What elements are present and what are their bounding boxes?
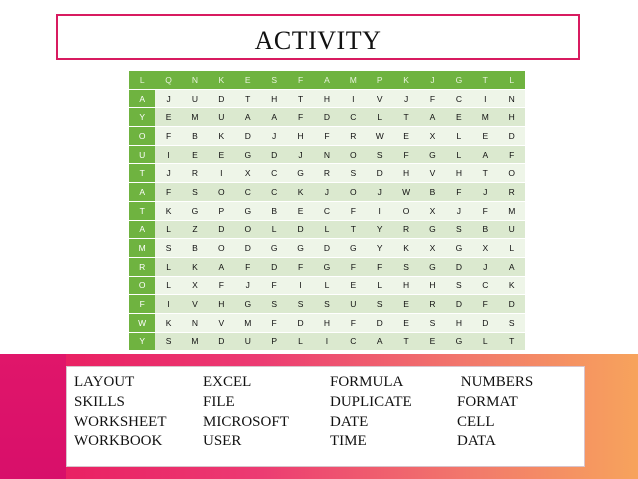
grid-cell: F xyxy=(340,201,366,220)
grid-cell: R xyxy=(182,164,208,183)
grid-cell: H xyxy=(287,127,313,146)
word-list-column-1 xyxy=(74,373,167,452)
grid-cell: F xyxy=(261,313,287,332)
grid-cell: R xyxy=(314,164,340,183)
grid-cell: J xyxy=(419,71,445,89)
grid-cell: U xyxy=(498,220,525,239)
grid-cell: C xyxy=(446,89,472,108)
grid-cell: I xyxy=(340,89,366,108)
grid-cell: L xyxy=(367,276,393,295)
grid-cell: I xyxy=(314,332,340,351)
grid-cell: L xyxy=(367,108,393,127)
grid-cell: D xyxy=(446,295,472,314)
grid-cell: F xyxy=(129,295,155,314)
grid-cell: Z xyxy=(182,220,208,239)
grid-cell: O xyxy=(208,239,234,258)
word-item: NUMBERS xyxy=(457,374,534,390)
word-list-column-4 xyxy=(457,373,533,452)
grid-cell: E xyxy=(287,201,313,220)
grid-cell: H xyxy=(498,108,525,127)
grid-cell: K xyxy=(208,71,234,89)
grid-cell: L xyxy=(261,220,287,239)
grid-cell: D xyxy=(314,108,340,127)
grid-cell: L xyxy=(129,71,155,89)
grid-cell: C xyxy=(314,201,340,220)
grid-cell: R xyxy=(393,220,419,239)
grid-cell: B xyxy=(419,183,445,202)
grid-cell: O xyxy=(129,276,155,295)
grid-cell: L xyxy=(287,332,313,351)
grid-cell: I xyxy=(367,201,393,220)
grid-cell: H xyxy=(208,295,234,314)
grid-cell: L xyxy=(446,127,472,146)
title-box xyxy=(56,14,580,60)
grid-cell: O xyxy=(235,220,261,239)
grid-cell: K xyxy=(498,276,525,295)
grid-cell: D xyxy=(446,257,472,276)
grid-cell: E xyxy=(235,71,261,89)
grid-cell: F xyxy=(472,295,498,314)
grid-cell: G xyxy=(235,201,261,220)
grid-cell: U xyxy=(235,332,261,351)
grid-cell: T xyxy=(393,108,419,127)
grid-cell: Y xyxy=(367,220,393,239)
grid-cell: G xyxy=(419,220,445,239)
grid-cell: C xyxy=(340,108,366,127)
grid-row xyxy=(129,220,525,239)
grid-cell: D xyxy=(208,332,234,351)
grid-cell: G xyxy=(419,257,445,276)
grid-cell: C xyxy=(472,276,498,295)
grid-cell: V xyxy=(182,295,208,314)
grid-row xyxy=(129,183,525,202)
grid-cell: M xyxy=(182,108,208,127)
grid-cell: A xyxy=(129,220,155,239)
grid-cell: V xyxy=(208,313,234,332)
word-item: DATA xyxy=(457,433,496,450)
grid-cell: A xyxy=(314,71,340,89)
grid-row xyxy=(129,145,525,164)
grid-cell: I xyxy=(472,89,498,108)
grid-cell: K xyxy=(155,313,181,332)
grid-cell: G xyxy=(287,164,313,183)
grid-cell: S xyxy=(367,295,393,314)
grid-cell: T xyxy=(287,89,313,108)
grid-cell: P xyxy=(367,71,393,89)
grid-cell: J xyxy=(472,183,498,202)
grid-cell: P xyxy=(261,332,287,351)
grid-cell: N xyxy=(498,89,525,108)
grid-cell: G xyxy=(261,239,287,258)
word-item: SKILLS xyxy=(74,393,125,410)
grid-cell: H xyxy=(314,313,340,332)
grid-cell: A xyxy=(498,257,525,276)
grid-cell: A xyxy=(472,145,498,164)
grid-cell: U xyxy=(208,108,234,127)
grid-cell: H xyxy=(419,276,445,295)
grid-cell: S xyxy=(261,295,287,314)
grid-cell: I xyxy=(155,145,181,164)
grid-cell: M xyxy=(129,239,155,258)
grid-cell: L xyxy=(155,276,181,295)
grid-cell: F xyxy=(155,127,181,146)
grid-cell: P xyxy=(208,201,234,220)
grid-cell: X xyxy=(419,239,445,258)
grid-cell: F xyxy=(393,145,419,164)
grid-cell: S xyxy=(155,239,181,258)
grid-cell: F xyxy=(446,183,472,202)
grid-cell: K xyxy=(287,183,313,202)
word-item: TIME xyxy=(330,433,367,450)
grid-row xyxy=(129,257,525,276)
grid-row xyxy=(129,164,525,183)
grid-cell: H xyxy=(314,89,340,108)
grid-cell: B xyxy=(472,220,498,239)
grid-cell: L xyxy=(155,220,181,239)
grid-cell: M xyxy=(340,71,366,89)
grid-cell: F xyxy=(498,145,525,164)
grid-cell: J xyxy=(367,183,393,202)
grid-cell: C xyxy=(261,164,287,183)
grid-cell: D xyxy=(287,313,313,332)
grid-cell: C xyxy=(235,183,261,202)
grid-cell: A xyxy=(129,89,155,108)
grid-cell: E xyxy=(472,127,498,146)
grid-cell: D xyxy=(472,313,498,332)
grid-cell: D xyxy=(498,295,525,314)
grid-cell: F xyxy=(314,127,340,146)
word-list-column-2 xyxy=(203,373,289,452)
grid-cell: E xyxy=(155,108,181,127)
word-list-column-3 xyxy=(330,373,412,452)
grid-cell: E xyxy=(208,145,234,164)
grid-cell: V xyxy=(367,89,393,108)
grid-cell: U xyxy=(182,89,208,108)
grid-cell: J xyxy=(446,201,472,220)
grid-cell: F xyxy=(472,201,498,220)
grid-cell: Y xyxy=(129,332,155,351)
grid-cell: S xyxy=(261,71,287,89)
grid-cell: I xyxy=(208,164,234,183)
grid-cell: O xyxy=(340,183,366,202)
word-item: FORMULA xyxy=(330,374,404,390)
grid-cell: U xyxy=(340,295,366,314)
grid-cell: S xyxy=(155,332,181,351)
grid-cell: S xyxy=(446,220,472,239)
grid-cell: A xyxy=(367,332,393,351)
grid-cell: F xyxy=(235,257,261,276)
grid-cell: F xyxy=(340,313,366,332)
grid-cell: A xyxy=(129,183,155,202)
grid-cell: C xyxy=(340,332,366,351)
band-left-accent xyxy=(0,354,66,479)
word-item: WORKBOOK xyxy=(74,433,163,450)
grid-cell: D xyxy=(367,313,393,332)
grid-cell: B xyxy=(261,201,287,220)
grid-cell: M xyxy=(235,313,261,332)
grid-cell: D xyxy=(208,89,234,108)
word-item: CELL xyxy=(457,413,495,430)
grid-row xyxy=(129,276,525,295)
grid-cell: K xyxy=(155,201,181,220)
grid-cell: I xyxy=(155,295,181,314)
grid-cell: K xyxy=(393,239,419,258)
grid-cell: D xyxy=(235,127,261,146)
grid-cell: F xyxy=(287,257,313,276)
grid-cell: B xyxy=(182,239,208,258)
page-title: ACTIVITY xyxy=(254,26,382,55)
grid-cell: C xyxy=(261,183,287,202)
grid-cell: D xyxy=(287,220,313,239)
grid-row xyxy=(129,201,525,220)
grid-cell: F xyxy=(261,276,287,295)
grid-row xyxy=(129,108,525,127)
grid-cell: A xyxy=(235,108,261,127)
grid-cell: E xyxy=(393,127,419,146)
grid-cell: F xyxy=(367,257,393,276)
grid-cell: L xyxy=(155,257,181,276)
grid-row xyxy=(129,332,525,351)
grid-cell: L xyxy=(472,332,498,351)
word-item: FILE xyxy=(203,393,235,410)
grid-cell: J xyxy=(472,257,498,276)
grid-row xyxy=(129,295,525,314)
grid-cell: A xyxy=(419,108,445,127)
grid-cell: O xyxy=(340,145,366,164)
grid-cell: T xyxy=(472,71,498,89)
grid-cell: W xyxy=(367,127,393,146)
grid-cell: G xyxy=(446,332,472,351)
grid-cell: S xyxy=(419,313,445,332)
grid-cell: N xyxy=(314,145,340,164)
grid-cell: E xyxy=(393,295,419,314)
grid-cell: X xyxy=(472,239,498,258)
grid-cell: S xyxy=(446,276,472,295)
grid-cell: J xyxy=(155,89,181,108)
grid-cell: T xyxy=(129,164,155,183)
word-search-grid xyxy=(129,71,525,351)
grid-cell: N xyxy=(182,313,208,332)
word-item: EXCEL xyxy=(203,374,252,390)
grid-cell: E xyxy=(340,276,366,295)
grid-cell: D xyxy=(261,257,287,276)
grid-cell: L xyxy=(446,145,472,164)
grid-cell: E xyxy=(419,332,445,351)
grid-cell: T xyxy=(340,220,366,239)
grid-cell: K xyxy=(393,71,419,89)
grid-cell: H xyxy=(393,164,419,183)
grid-cell: A xyxy=(261,108,287,127)
grid-cell: F xyxy=(287,108,313,127)
word-item: MICROSOFT xyxy=(203,413,289,430)
grid-cell: L xyxy=(498,71,525,89)
grid-cell: R xyxy=(419,295,445,314)
grid-row xyxy=(129,89,525,108)
word-search-table xyxy=(129,71,525,351)
grid-cell: J xyxy=(235,276,261,295)
grid-cell: X xyxy=(235,164,261,183)
grid-cell: J xyxy=(393,89,419,108)
grid-cell: J xyxy=(155,164,181,183)
grid-cell: O xyxy=(208,183,234,202)
grid-cell: S xyxy=(314,295,340,314)
grid-cell: S xyxy=(393,257,419,276)
grid-cell: S xyxy=(340,164,366,183)
grid-cell: B xyxy=(182,127,208,146)
grid-cell: D xyxy=(261,145,287,164)
word-list-box xyxy=(66,366,585,467)
grid-cell: E xyxy=(182,145,208,164)
grid-cell: G xyxy=(340,239,366,258)
grid-cell: Q xyxy=(155,71,181,89)
grid-cell: X xyxy=(182,276,208,295)
grid-cell: T xyxy=(498,332,525,351)
grid-cell: H xyxy=(446,164,472,183)
grid-cell: W xyxy=(393,183,419,202)
grid-cell: G xyxy=(235,295,261,314)
grid-cell: G xyxy=(314,257,340,276)
grid-cell: U xyxy=(129,145,155,164)
grid-cell: G xyxy=(446,239,472,258)
grid-cell: J xyxy=(314,183,340,202)
grid-cell: E xyxy=(446,108,472,127)
word-item: FORMAT xyxy=(457,393,518,410)
grid-cell: F xyxy=(340,257,366,276)
grid-row xyxy=(129,313,525,332)
grid-cell: F xyxy=(208,276,234,295)
grid-cell: T xyxy=(235,89,261,108)
grid-cell: O xyxy=(498,164,525,183)
grid-cell: F xyxy=(287,71,313,89)
word-item: WORKSHEET xyxy=(74,413,167,430)
grid-cell: S xyxy=(182,183,208,202)
grid-cell: H xyxy=(446,313,472,332)
grid-cell: L xyxy=(314,220,340,239)
grid-cell: M xyxy=(498,201,525,220)
grid-row xyxy=(129,71,525,89)
grid-cell: O xyxy=(393,201,419,220)
grid-cell: E xyxy=(393,313,419,332)
grid-cell: G xyxy=(235,145,261,164)
word-item: LAYOUT xyxy=(74,374,135,390)
grid-cell: O xyxy=(129,127,155,146)
grid-cell: D xyxy=(498,127,525,146)
grid-cell: I xyxy=(287,276,313,295)
grid-cell: G xyxy=(182,201,208,220)
grid-cell: X xyxy=(419,127,445,146)
grid-cell: M xyxy=(472,108,498,127)
grid-cell: N xyxy=(182,71,208,89)
grid-cell: S xyxy=(287,295,313,314)
grid-cell: F xyxy=(155,183,181,202)
grid-cell: K xyxy=(182,257,208,276)
grid-cell: W xyxy=(129,313,155,332)
grid-cell: G xyxy=(287,239,313,258)
grid-cell: H xyxy=(261,89,287,108)
grid-cell: D xyxy=(314,239,340,258)
grid-cell: F xyxy=(419,89,445,108)
word-item: DUPLICATE xyxy=(330,393,412,410)
grid-cell: S xyxy=(367,145,393,164)
word-item: DATE xyxy=(330,413,369,430)
grid-cell: G xyxy=(419,145,445,164)
grid-cell: J xyxy=(287,145,313,164)
word-item: USER xyxy=(203,433,242,450)
grid-cell: G xyxy=(446,71,472,89)
grid-cell: K xyxy=(208,127,234,146)
grid-cell: R xyxy=(340,127,366,146)
grid-cell: R xyxy=(129,257,155,276)
grid-cell: X xyxy=(419,201,445,220)
grid-cell: D xyxy=(367,164,393,183)
grid-cell: T xyxy=(472,164,498,183)
grid-row xyxy=(129,127,525,146)
grid-cell: D xyxy=(208,220,234,239)
grid-cell: A xyxy=(208,257,234,276)
grid-cell: R xyxy=(498,183,525,202)
grid-cell: L xyxy=(498,239,525,258)
grid-cell: L xyxy=(314,276,340,295)
grid-cell: S xyxy=(498,313,525,332)
grid-cell: M xyxy=(182,332,208,351)
grid-cell: H xyxy=(393,276,419,295)
grid-cell: D xyxy=(235,239,261,258)
grid-cell: V xyxy=(419,164,445,183)
grid-cell: Y xyxy=(129,108,155,127)
grid-cell: T xyxy=(129,201,155,220)
grid-row xyxy=(129,239,525,258)
grid-cell: Y xyxy=(367,239,393,258)
grid-cell: T xyxy=(393,332,419,351)
grid-cell: J xyxy=(261,127,287,146)
